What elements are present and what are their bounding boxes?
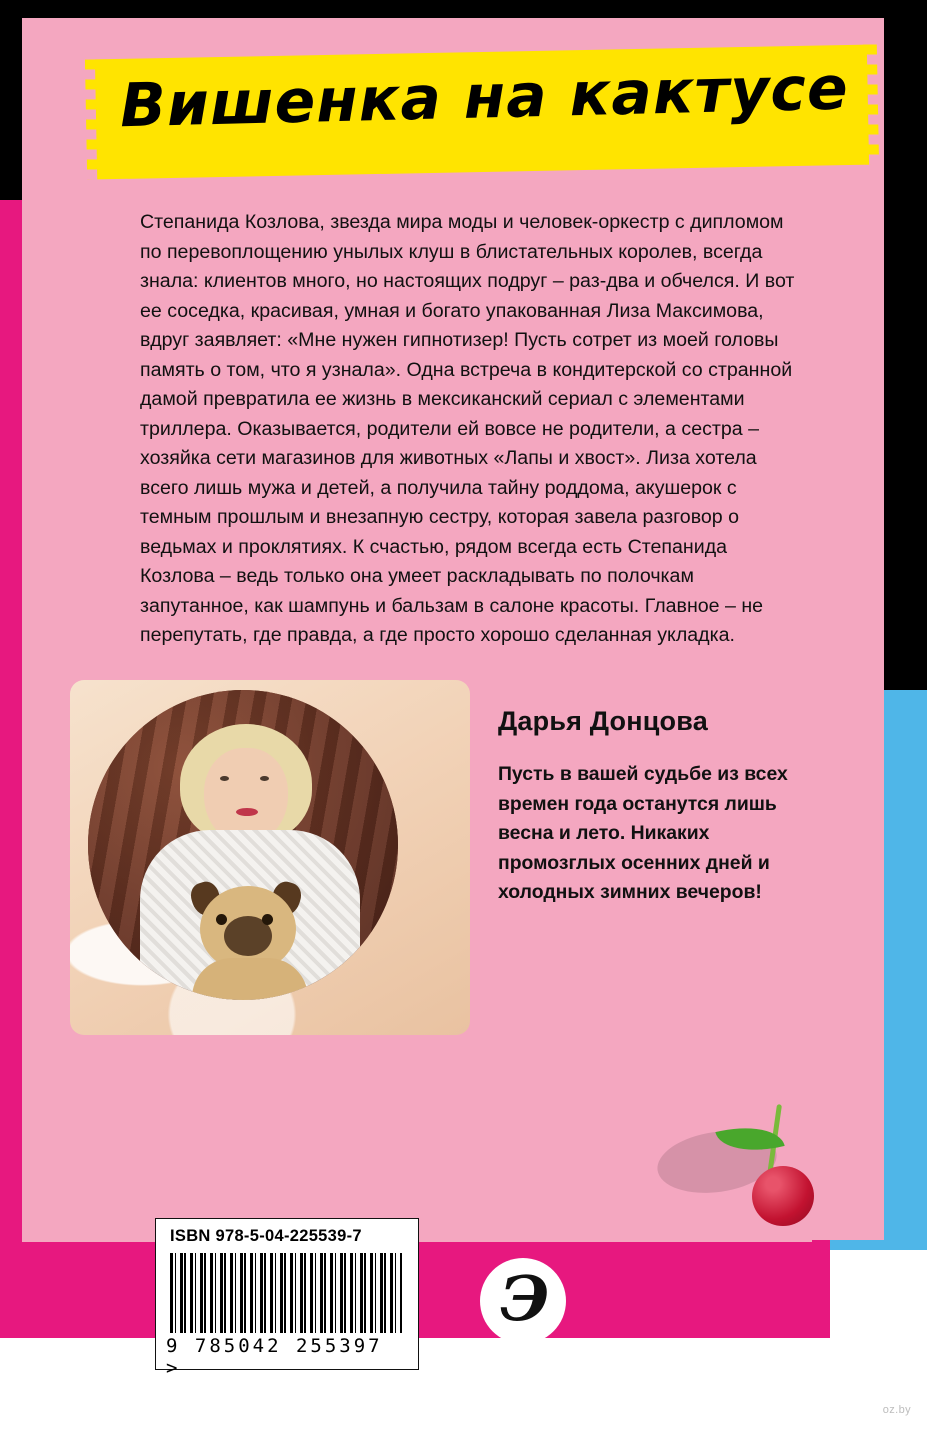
author-photo	[70, 680, 470, 1035]
author-quote: Пусть в вашей судьбе из всех времен года останутся лишь весна и лето. Никаких промозглых осенних дней и холодных зимних вечеров!	[498, 763, 788, 903]
annotation-text: Степанида Козлова, звезда мира моды и человек-оркестр с дипломом по перевоплощению унылых клуш в блистательных королев, всегда знала: клиентов много, но настоящих подруг – раз-два и обчелся. И вот ее соседка, красивая, умная и богато упакованная Лиза Максимова, вдруг заявляет: «Мне нужен гипнотизер! Пусть сотрет из моей головы память о том, что я узнала». Одна встреча в кондитерской со странной дамой превратила ее жизнь в мексиканский сериал с элементами триллера. Оказывается, родители ей вовсе не родители, а сестра – хозяйка сети магазинов для животных «Лапы и хвост». Лиза хотела всего лишь мужа и детей, а получила тайну роддома, акушерок с темным прошлым и внезапную сестру, которая завела разговор о ведьмах и проклятиях. К счастью, рядом всегда есть Степанида Козлова – ведь только она умеет раскладывать по полочкам запутанное, как шампунь и бальзам в салоне красоты. Главное – не перепутать, где правда, а где просто хорошо сделанная укладка.	[140, 211, 795, 646]
isbn-text: ISBN 978-5-04-225539-7	[170, 1227, 362, 1245]
ean-digits: 9 785042 255397 >	[166, 1335, 383, 1379]
author-eye-left	[220, 776, 229, 781]
annotation-block	[140, 208, 800, 651]
barcode-bars	[170, 1253, 402, 1333]
author-name: Дарья Донцова	[498, 706, 708, 736]
photo-circle-frame	[88, 690, 398, 1000]
author-mouth	[236, 808, 258, 816]
dog-body	[192, 958, 308, 1000]
publisher-logo	[480, 1258, 566, 1344]
author-eye-right	[260, 776, 269, 781]
site-watermark: oz.by	[882, 1404, 911, 1416]
cherry-icon	[712, 1100, 842, 1230]
cherry-fruit	[752, 1166, 814, 1226]
background-white-bottom	[0, 1338, 927, 1430]
dog-eye-left	[216, 914, 227, 925]
publisher-letter: Э	[500, 1262, 550, 1335]
dog-eye-right	[262, 914, 273, 925]
barcode-icon	[155, 1218, 419, 1379]
book-title: Вишенка на кактусе	[119, 53, 850, 142]
